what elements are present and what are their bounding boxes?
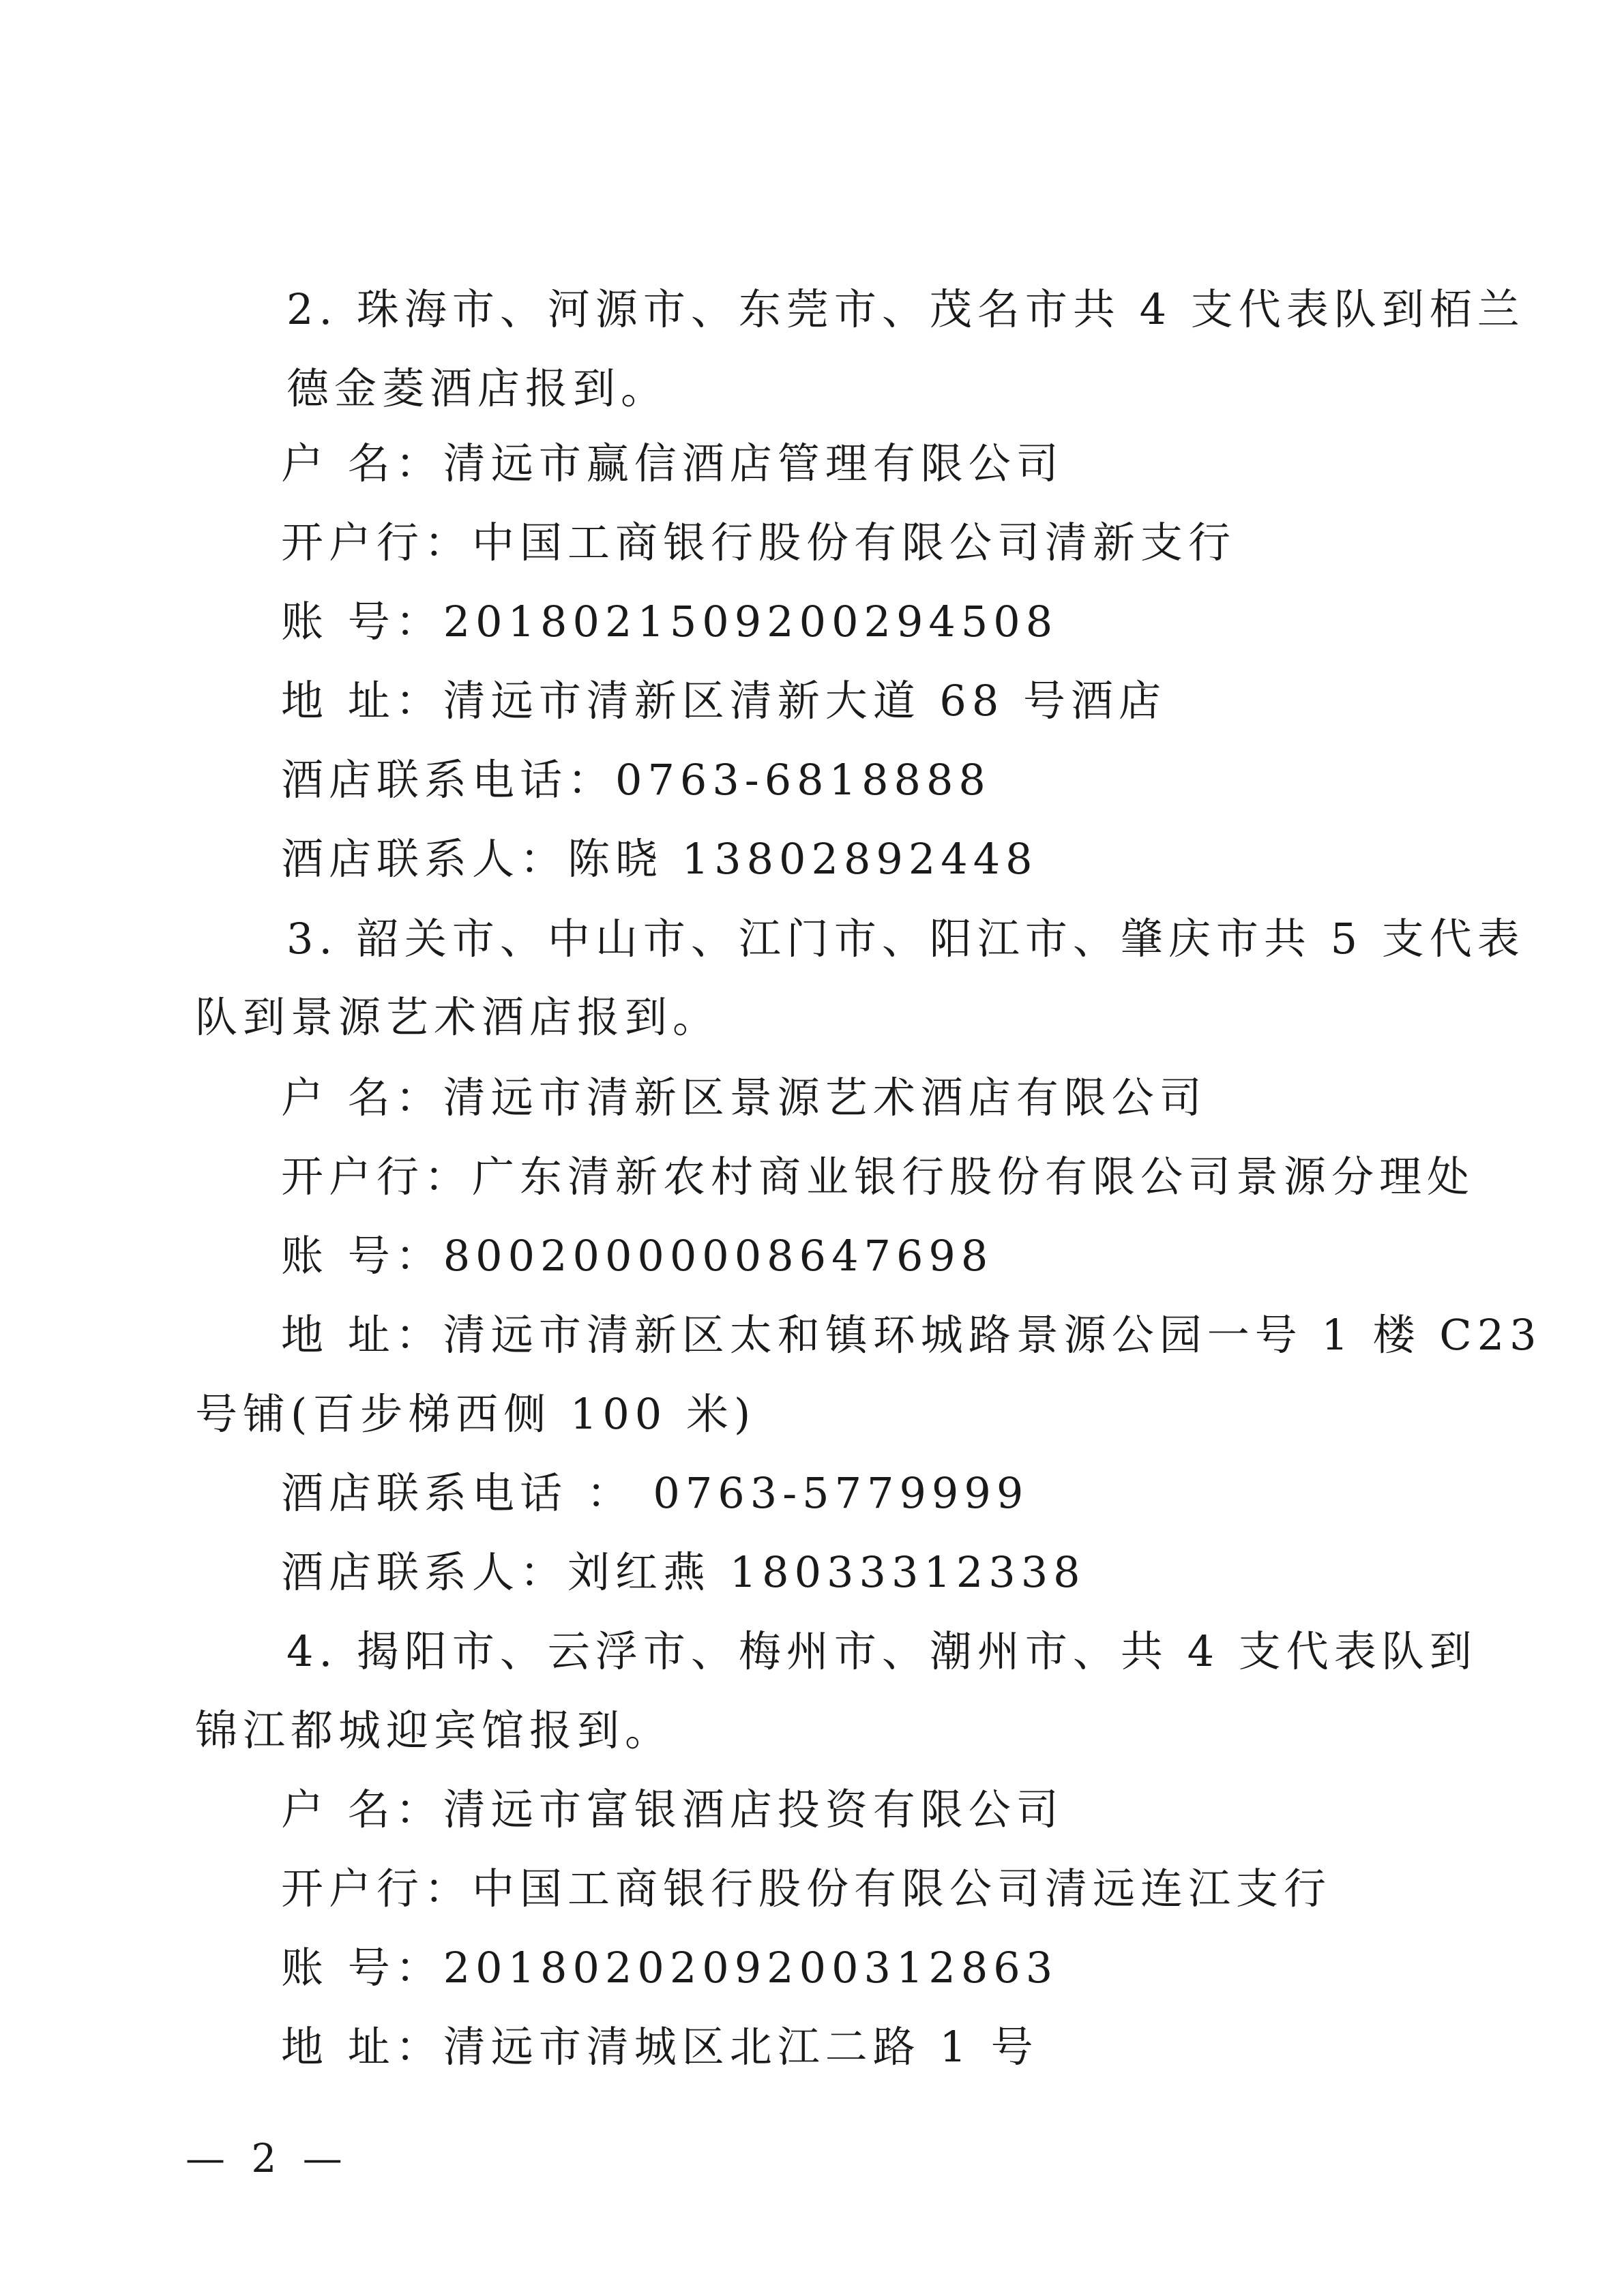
section-2-account-number: 账 号：2018021509200294508 (281, 597, 1059, 646)
page-number: — 2 — (186, 2135, 349, 2181)
section-3-address-line2: 号铺(百步梯西侧 100 米) (195, 1389, 756, 1439)
section-2-hotel-phone: 酒店联系电话：0763-6818888 (281, 755, 991, 805)
section-2-address: 地 址：清远市清新区清新大道 68 号酒店 (281, 676, 1167, 726)
section-4-account-name: 户 名：清远市富银酒店投资有限公司 (281, 1785, 1064, 1834)
section-3-bank: 开户行：广东清新农村商业银行股份有限公司景源分理处 (281, 1152, 1475, 1202)
section-3-account-name: 户 名：清远市清新区景源艺术酒店有限公司 (281, 1073, 1207, 1122)
section-3-account-number: 账 号：80020000008647698 (281, 1231, 994, 1281)
section-4-address: 地 址：清远市清城区北江二路 1 号 (281, 2022, 1039, 2072)
section-3-hotel-phone: 酒店联系电话 ： 0763-5779999 (281, 1468, 1029, 1518)
section-4-heading-line2: 锦江都城迎宾馆报到。 (195, 1705, 673, 1755)
section-2-heading-line2: 德金菱酒店报到。 (286, 363, 669, 413)
section-2-heading-line1: 2. 珠海市、河源市、东莞市、茂名市共 4 支代表队到栢兰 (286, 284, 1525, 334)
section-4-bank: 开户行：中国工商银行股份有限公司清远连江支行 (281, 1864, 1332, 1913)
section-3-address: 地 址：清远市清新区太和镇环城路景源公园一号 1 楼 C23 (281, 1310, 1542, 1360)
section-3-heading-line1: 3. 韶关市、中山市、江门市、阳江市、肇庆市共 5 支代表 (286, 914, 1525, 964)
section-3-hotel-contact: 酒店联系人：刘红燕 18033312338 (281, 1547, 1086, 1597)
section-3-heading-line2: 队到景源艺术酒店报到。 (195, 992, 721, 1042)
section-4-account-number: 账 号：2018020209200312863 (281, 1943, 1059, 1993)
section-2-account-name: 户 名：清远市赢信酒店管理有限公司 (281, 438, 1064, 488)
section-4-heading-line1: 4. 揭阳市、云浮市、梅州市、潮州市、共 4 支代表队到 (286, 1626, 1477, 1676)
section-2-hotel-contact: 酒店联系人：陈晓 13802892448 (281, 834, 1038, 884)
section-2-bank: 开户行：中国工商银行股份有限公司清新支行 (281, 518, 1237, 567)
